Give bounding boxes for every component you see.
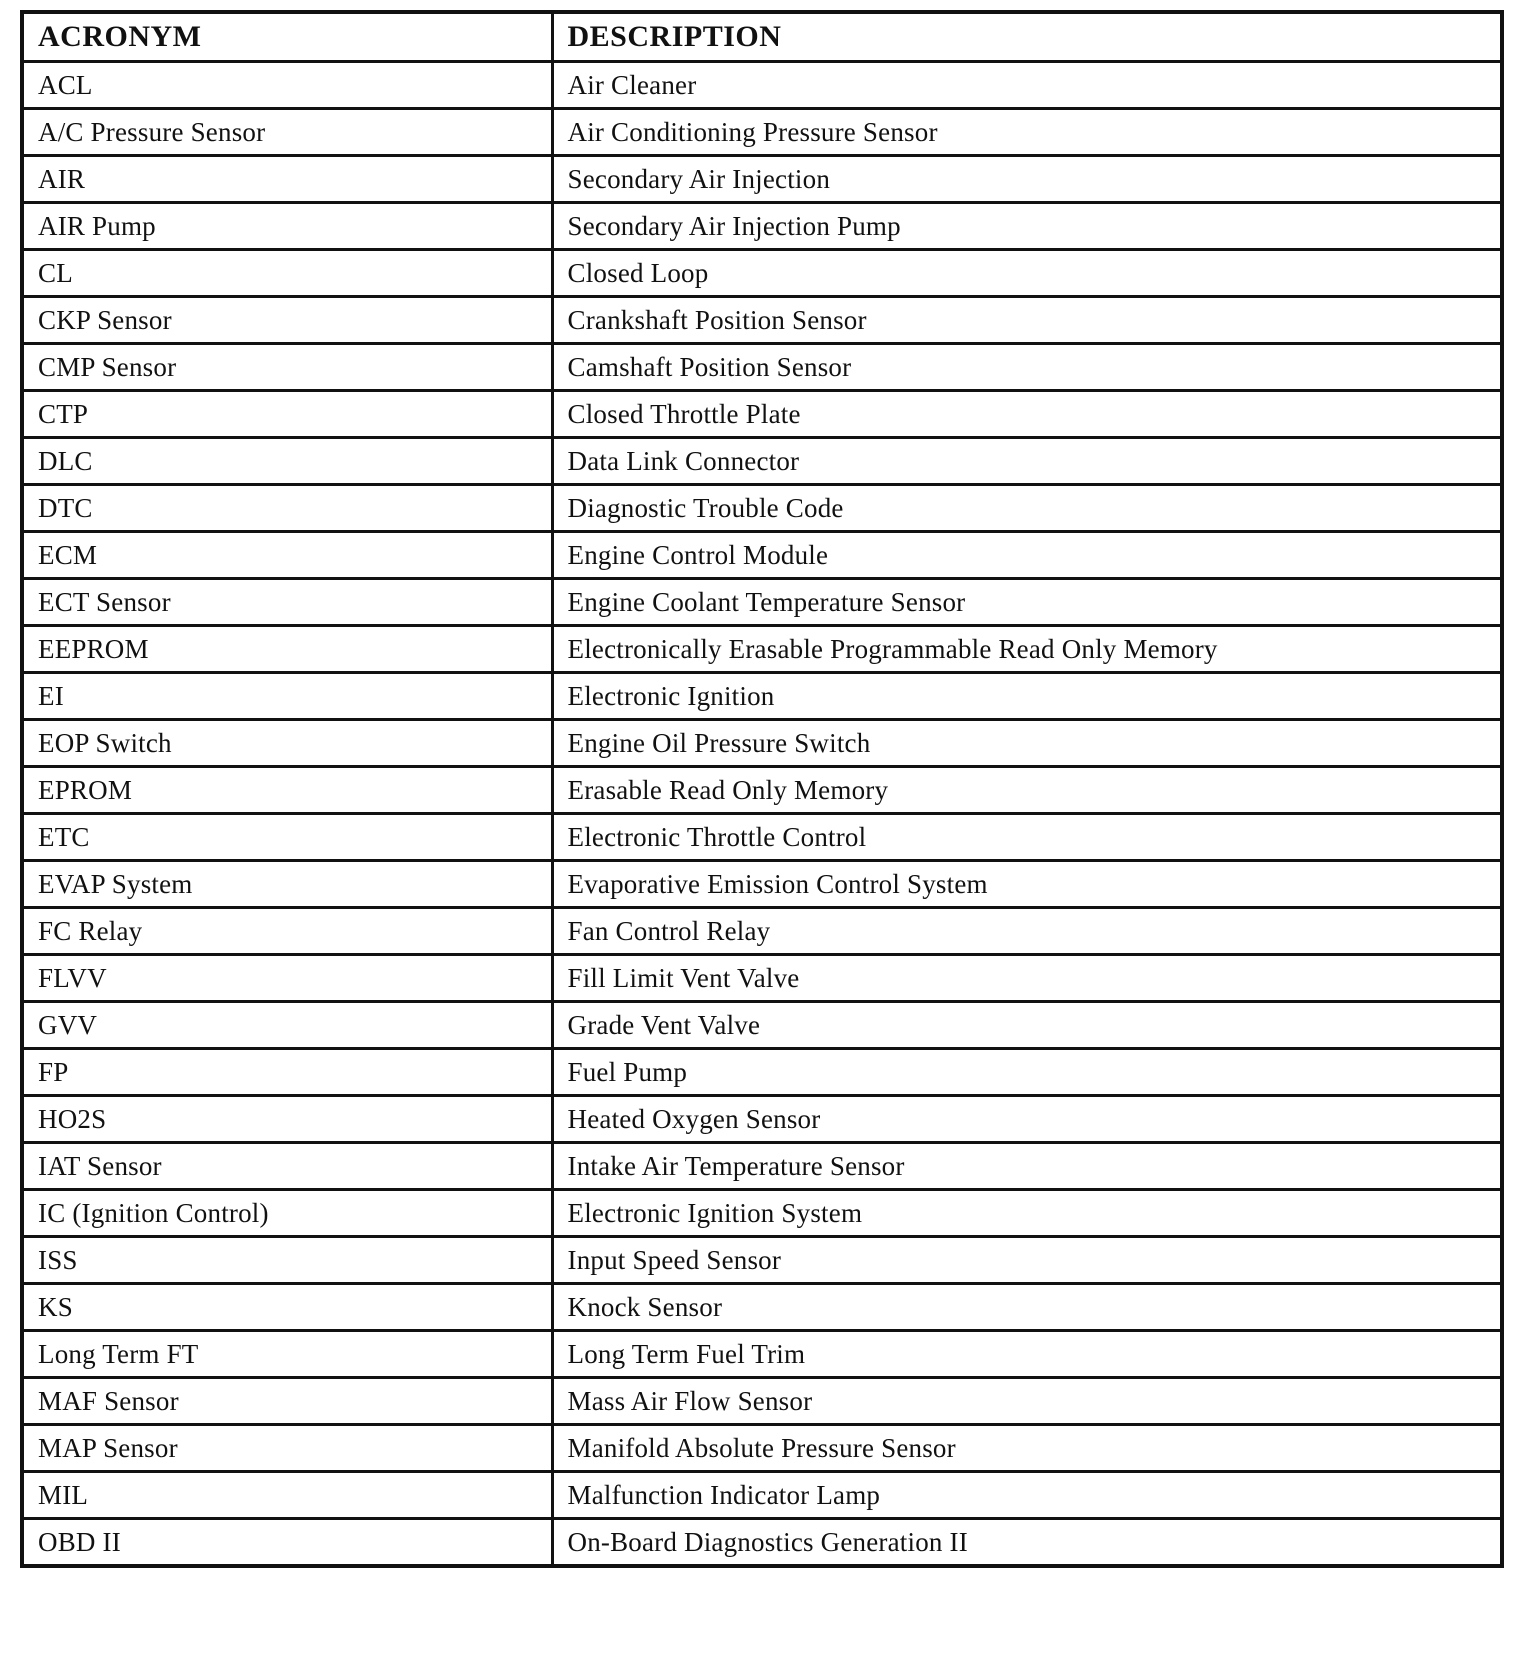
description-cell: Input Speed Sensor (552, 1237, 1502, 1284)
acronym-cell: MAP Sensor (22, 1425, 552, 1472)
acronym-table-body (22, 62, 1502, 1567)
acronym-cell: CTP (22, 391, 552, 438)
table-row (22, 344, 1502, 391)
table-row (22, 1425, 1502, 1472)
table-row (22, 861, 1502, 908)
table-row (22, 720, 1502, 767)
description-cell: Electronic Throttle Control (552, 814, 1502, 861)
description-cell: Air Conditioning Pressure Sensor (552, 109, 1502, 156)
table-row (22, 1190, 1502, 1237)
table-row (22, 1331, 1502, 1378)
table-row (22, 485, 1502, 532)
table-row (22, 1519, 1502, 1567)
acronym-cell: ECM (22, 532, 552, 579)
table-row (22, 109, 1502, 156)
description-cell: Fuel Pump (552, 1049, 1502, 1096)
acronym-table-container (20, 10, 1500, 1568)
description-cell: On-Board Diagnostics Generation II (552, 1519, 1502, 1567)
acronym-cell: AIR Pump (22, 203, 552, 250)
description-cell: Closed Loop (552, 250, 1502, 297)
description-cell: Evaporative Emission Control System (552, 861, 1502, 908)
table-row (22, 532, 1502, 579)
acronym-cell: DLC (22, 438, 552, 485)
acronym-cell: CMP Sensor (22, 344, 552, 391)
description-cell: Data Link Connector (552, 438, 1502, 485)
acronym-cell: OBD II (22, 1519, 552, 1567)
description-cell: Engine Oil Pressure Switch (552, 720, 1502, 767)
description-cell: Electronically Erasable Programmable Read Only Memory (552, 626, 1502, 673)
acronym-cell: Long Term FT (22, 1331, 552, 1378)
description-cell: Intake Air Temperature Sensor (552, 1143, 1502, 1190)
description-cell: Malfunction Indicator Lamp (552, 1472, 1502, 1519)
acronym-cell: EEPROM (22, 626, 552, 673)
description-cell: Manifold Absolute Pressure Sensor (552, 1425, 1502, 1472)
acronym-cell: IC (Ignition Control) (22, 1190, 552, 1237)
description-cell: Engine Coolant Temperature Sensor (552, 579, 1502, 626)
description-cell: Secondary Air Injection (552, 156, 1502, 203)
table-row (22, 1237, 1502, 1284)
acronym-cell: FC Relay (22, 908, 552, 955)
acronym-cell: FLVV (22, 955, 552, 1002)
acronym-cell: ACL (22, 62, 552, 109)
table-row (22, 156, 1502, 203)
acronym-cell: EI (22, 673, 552, 720)
acronym-cell: MAF Sensor (22, 1378, 552, 1425)
description-cell: Secondary Air Injection Pump (552, 203, 1502, 250)
description-cell: Knock Sensor (552, 1284, 1502, 1331)
table-row (22, 1143, 1502, 1190)
table-row (22, 767, 1502, 814)
table-row (22, 1002, 1502, 1049)
table-row (22, 62, 1502, 109)
description-cell: Crankshaft Position Sensor (552, 297, 1502, 344)
acronym-cell: IAT Sensor (22, 1143, 552, 1190)
acronym-table (20, 10, 1504, 1568)
description-cell: Camshaft Position Sensor (552, 344, 1502, 391)
acronym-cell: HO2S (22, 1096, 552, 1143)
table-row (22, 814, 1502, 861)
description-cell: Heated Oxygen Sensor (552, 1096, 1502, 1143)
acronym-cell: ETC (22, 814, 552, 861)
description-cell: Electronic Ignition (552, 673, 1502, 720)
description-column-header: DESCRIPTION (552, 12, 1502, 62)
description-cell: Air Cleaner (552, 62, 1502, 109)
acronym-cell: ECT Sensor (22, 579, 552, 626)
table-row (22, 1096, 1502, 1143)
acronym-cell: ISS (22, 1237, 552, 1284)
table-row (22, 908, 1502, 955)
description-cell: Grade Vent Valve (552, 1002, 1502, 1049)
description-cell: Erasable Read Only Memory (552, 767, 1502, 814)
description-cell: Electronic Ignition System (552, 1190, 1502, 1237)
acronym-column-header: ACRONYM (22, 12, 552, 62)
table-row (22, 203, 1502, 250)
table-row (22, 1284, 1502, 1331)
table-row (22, 955, 1502, 1002)
acronym-cell: GVV (22, 1002, 552, 1049)
table-row (22, 297, 1502, 344)
acronym-cell: EOP Switch (22, 720, 552, 767)
table-row (22, 391, 1502, 438)
acronym-cell: AIR (22, 156, 552, 203)
description-cell: Mass Air Flow Sensor (552, 1378, 1502, 1425)
table-row (22, 579, 1502, 626)
acronym-cell: CL (22, 250, 552, 297)
table-row (22, 1472, 1502, 1519)
acronym-cell: FP (22, 1049, 552, 1096)
acronym-cell: MIL (22, 1472, 552, 1519)
description-cell: Long Term Fuel Trim (552, 1331, 1502, 1378)
acronym-cell: EVAP System (22, 861, 552, 908)
table-row (22, 1378, 1502, 1425)
acronym-cell: CKP Sensor (22, 297, 552, 344)
table-row (22, 250, 1502, 297)
acronym-cell: A/C Pressure Sensor (22, 109, 552, 156)
table-row (22, 1049, 1502, 1096)
header-row (22, 12, 1502, 62)
description-cell: Fan Control Relay (552, 908, 1502, 955)
description-cell: Fill Limit Vent Valve (552, 955, 1502, 1002)
table-row (22, 673, 1502, 720)
description-cell: Diagnostic Trouble Code (552, 485, 1502, 532)
description-cell: Engine Control Module (552, 532, 1502, 579)
acronym-cell: DTC (22, 485, 552, 532)
acronym-cell: KS (22, 1284, 552, 1331)
table-row (22, 438, 1502, 485)
acronym-cell: EPROM (22, 767, 552, 814)
table-row (22, 626, 1502, 673)
description-cell: Closed Throttle Plate (552, 391, 1502, 438)
